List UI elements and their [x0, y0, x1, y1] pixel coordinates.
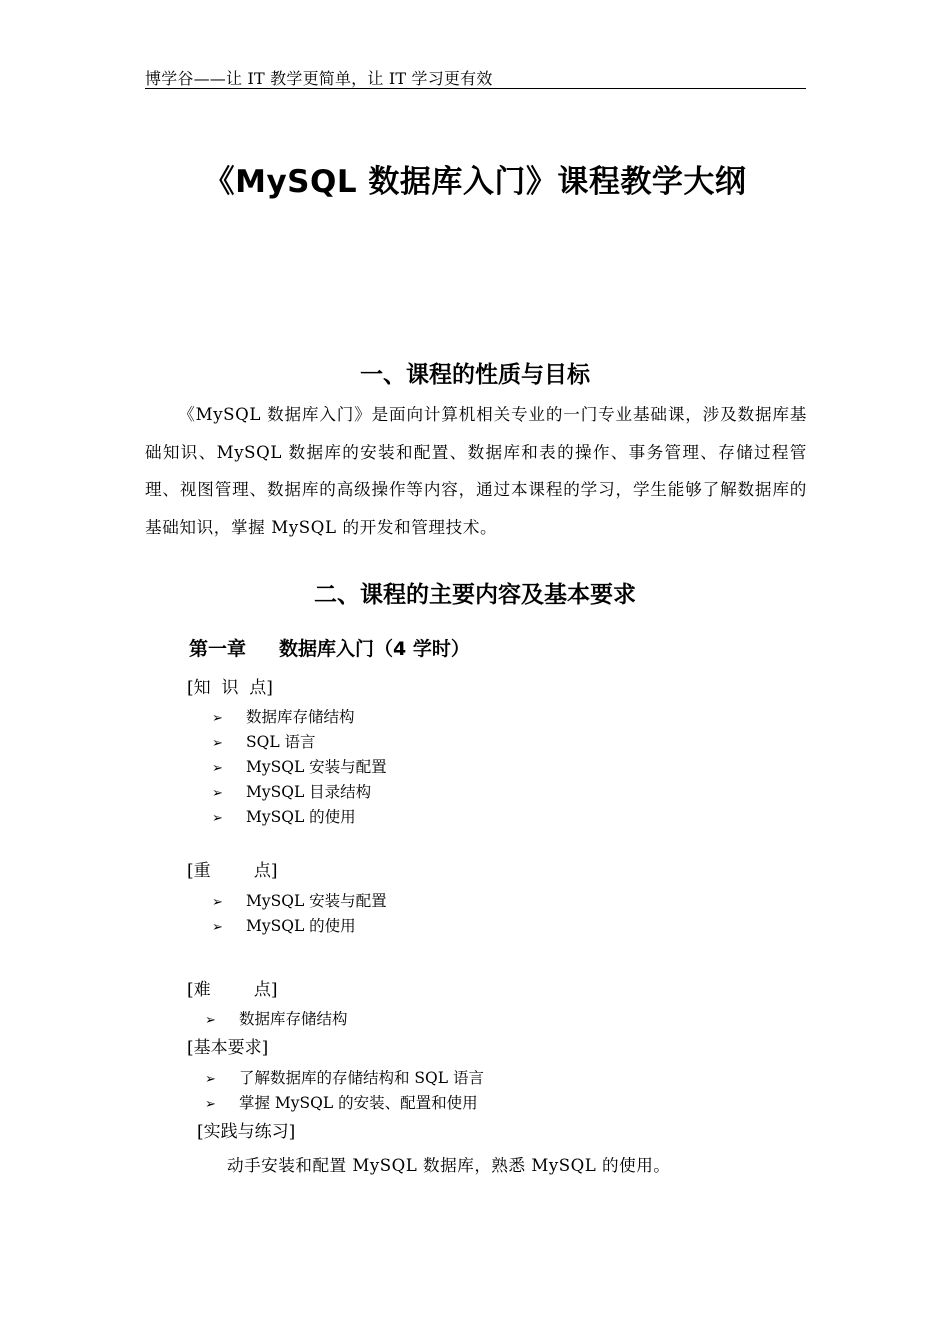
list-item: ➢ MySQL 安装与配置 [212, 755, 387, 780]
bullet-arrow-icon: ➢ [205, 1072, 216, 1087]
knowledge-points-list [212, 705, 387, 830]
bullet-arrow-icon: ➢ [212, 811, 223, 826]
document-title: 《MySQL 数据库入门》课程教学大纲 [203, 164, 747, 200]
key-points-list [212, 889, 387, 939]
list-item: ➢ MySQL 安装与配置 [212, 889, 387, 914]
bullet-arrow-icon: ➢ [205, 1097, 216, 1112]
section-heading-2: 二、课程的主要内容及基本要求 [314, 582, 636, 608]
section-1-paragraph: 《MySQL 数据库入门》是面向计算机相关专业的一门专业基础课，涉及数据库基础知识、MySQL 数据库的安装和配置、数据库和表的操作、事务管理、存储过程管理、视图管理、数据库的高级操作等内容，通过本课程的学习，学生能够了解数据库的基础知识，掌握 MySQL 的开发和管理技术。 [145, 405, 807, 537]
section-heading-1: 一、课程的性质与目标 [360, 362, 590, 388]
page-header: 博学谷——让 IT 教学更简单，让 IT 学习更有效 [145, 69, 493, 88]
chapter-title: 数据库入门（4 学时） [279, 638, 470, 660]
list-item: ➢ 掌握 MySQL 的安装、配置和使用 [205, 1091, 484, 1116]
list-item: ➢ MySQL 的使用 [212, 805, 387, 830]
bullet-arrow-icon: ➢ [212, 786, 223, 801]
list-item: ➢ SQL 语言 [212, 730, 387, 755]
knowledge-points-label: [知 识 点] [187, 678, 273, 698]
list-item: ➢ MySQL 目录结构 [212, 780, 387, 805]
key-points-label: [重 点] [187, 861, 278, 881]
requirements-label: [基本要求] [187, 1038, 269, 1058]
list-item: ➢ 数据库存储结构 [205, 1007, 348, 1032]
requirements-list [205, 1066, 484, 1116]
list-item: ➢ 了解数据库的存储结构和 SQL 语言 [205, 1066, 484, 1091]
difficult-points-list [205, 1007, 348, 1032]
practice-label: [实践与练习] [197, 1122, 296, 1142]
header-rule [145, 88, 806, 89]
bullet-arrow-icon: ➢ [212, 895, 223, 910]
bullet-arrow-icon: ➢ [212, 920, 223, 935]
bullet-arrow-icon: ➢ [205, 1013, 216, 1028]
list-item: ➢ MySQL 的使用 [212, 914, 387, 939]
bullet-arrow-icon: ➢ [212, 761, 223, 776]
difficult-points-label: [难 点] [187, 980, 278, 1000]
practice-text: 动手安装和配置 MySQL 数据库，熟悉 MySQL 的使用。 [227, 1156, 671, 1175]
list-item: ➢ 数据库存储结构 [212, 705, 387, 730]
bullet-arrow-icon: ➢ [212, 736, 223, 751]
bullet-arrow-icon: ➢ [212, 711, 223, 726]
chapter-number: 第一章 [189, 638, 247, 660]
chapter-heading [189, 634, 470, 661]
